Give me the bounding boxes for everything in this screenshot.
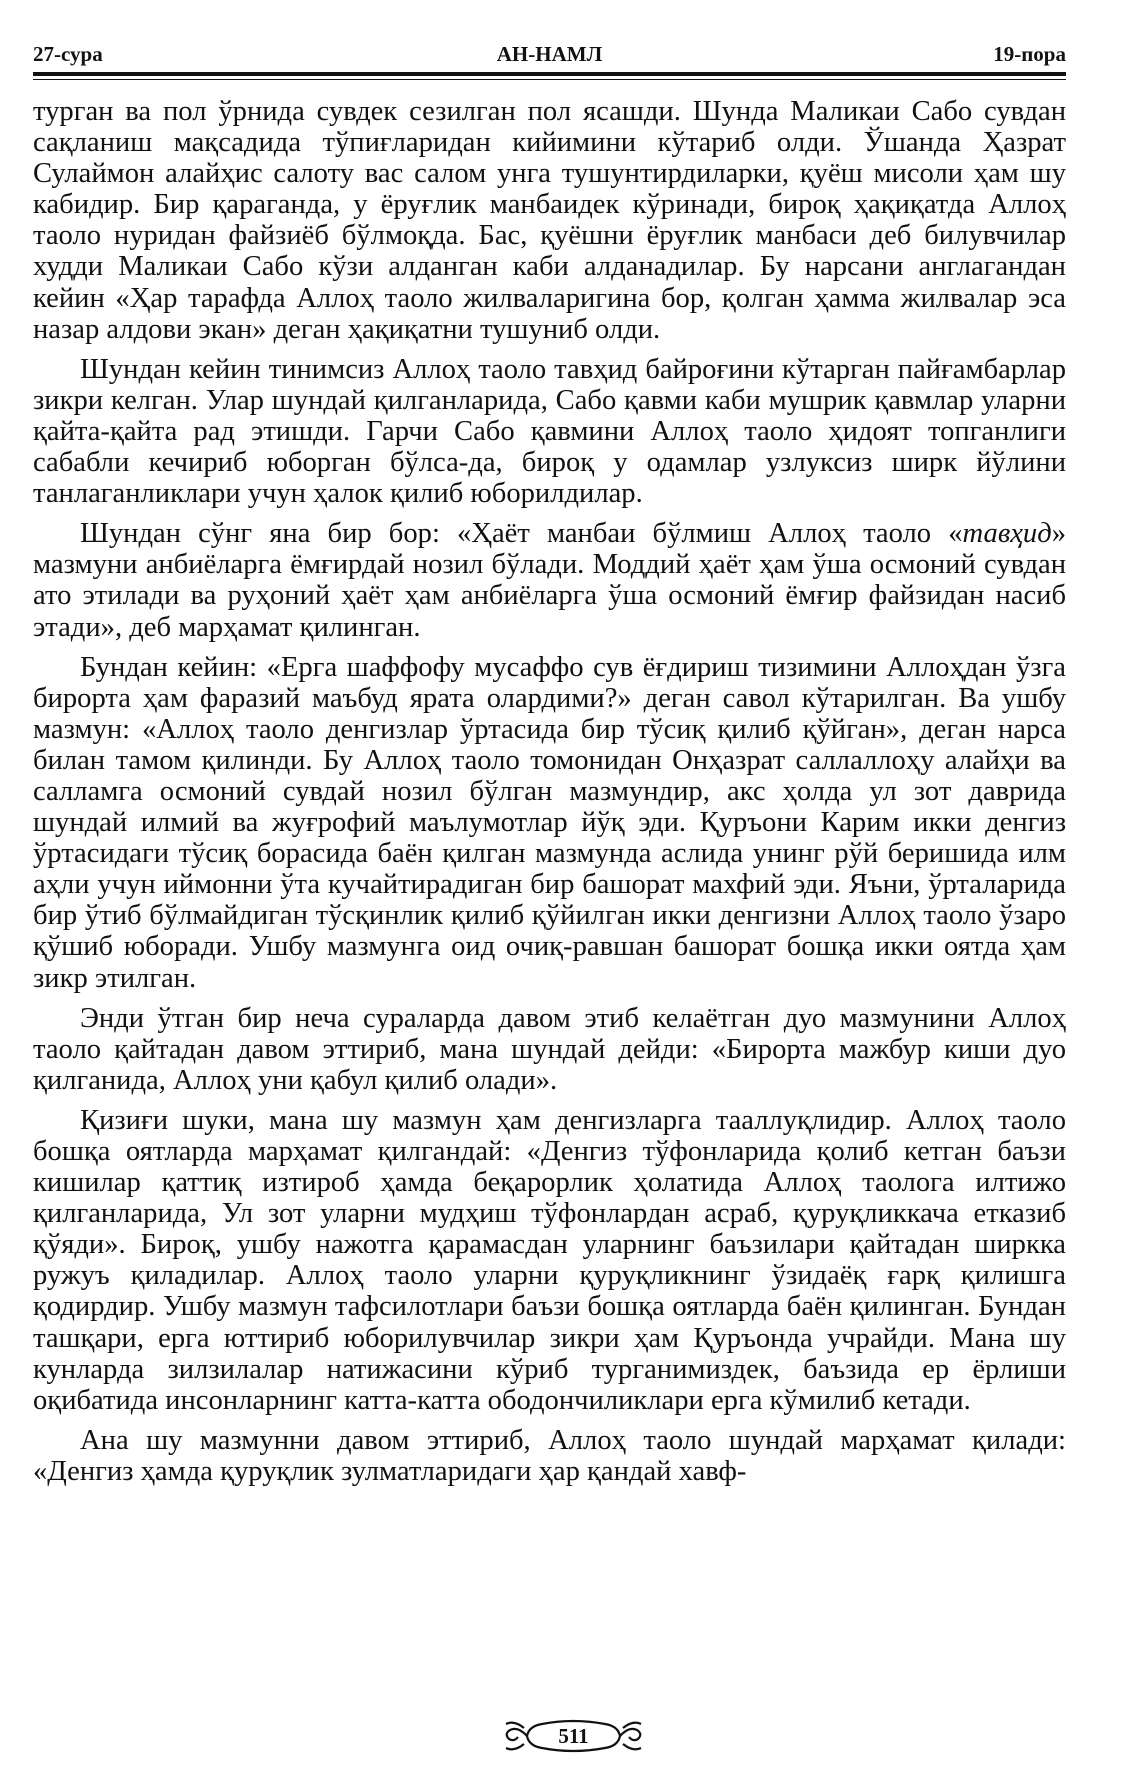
paragraph-3-part-1: Шундан сўнг яна бир бор: «Ҳаёт манбаи бўлмиш Аллоҳ таоло «	[80, 518, 963, 550]
paragraph-4: Бундан кейин: «Ерга шаффофу мусаффо сув ёғдириш тизимини Аллоҳдан ўзга бирорта ҳам фаразий маъбуд ярата олардими?» деган савол кўтарилган. Ва ушбу мазмун: «Аллоҳ таоло денгизлар ўртасида бир тўсиқ қилиб қўйган», деган нарса билан тамом қилинди. Бу Аллоҳ таоло томонидан Онҳазрат саллаллоҳу алайҳи ва салламга осмоний сувдай нозил бўлган мазмундир, акс ҳолда ул зот даврида шундай илмий ва жуғрофий маълумотлар йўқ эди. Қуръони Карим икки денгиз ўртасидаги тўсиқ борасида баён қилган мазмунда аслида унинг рўй беришида илм аҳли учун иймонни ўта кучайтирадиган бир башорат махфий эди. Яъни, ўрталарида бир ўтиб бўлмайдиган тўсқинлик қилиб қўйилган икки денгизни Аллоҳ таоло ўзаро қўшиб юборади. Ушбу мазмунга оид очиқ-равшан башорат бошқа икки оятда ҳам зикр этилган.	[33, 651, 1066, 994]
page-number: 511	[558, 1724, 589, 1748]
paragraph-3-part-2: » мазмуни анбиёларга ёмғирдай нозил бўлади. Моддий ҳаёт ҳам ўша осмоний сувдан ато этилади ва руҳоний ҳаёт ҳам анбиёларга ўша осмоний ёмғир файзидан насиб этади», деб марҳамат қилинган.	[33, 518, 1066, 643]
header-rule-thin	[33, 79, 1066, 80]
running-header	[33, 42, 1066, 72]
paragraph-5: Энди ўтган бир неча сураларда давом этиб келаётган дуо мазмунини Аллоҳ таоло қайтадан давом эттириб, мана шундай дейди: «Бирорта мажбур киши дуо қилганида, Аллоҳ уни қабул қилиб олади».	[33, 1002, 1066, 1096]
paragraph-2: Шундан кейин тинимсиз Аллоҳ таоло тавҳид байроғини кўтарган пайғамбарлар зикри келган. Улар шундай қилганларида, Сабо қавми каби мушрик қавмлар уларни қайта-қайта рад этишди. Гарчи Сабо қавмини Аллоҳ таоло ҳидоят топганлиги сабабли кечириб юборган бўлса-да, бироқ у одамлар узлуксиз ширк йўлини танлаганликлари учун ҳалок қилиб юборилдилар.	[33, 353, 1066, 510]
page-number-ornament	[500, 1716, 647, 1756]
paragraph-1: турган ва пол ўрнида сувдек сезилган пол ясашди. Шунда Маликаи Сабо сувдан сақланиш мақсадида тўпиғларидан кийимини кўтариб олди. Ўшанда Ҳазрат Сулаймон алайҳис салоту вас салом унга тушунтирдиларки, қуёш мисоли ҳам шу кабидир. Бир қараганда, у ёруғлик манбаидек кўринади, бироқ ҳақиқатда Аллоҳ таоло нуридан файзиёб бўлмоқда. Бас, қуёшни ёруғлик манбаси деб билувчилар худди Маликаи Сабо кўзи алданган каби алданадилар. Бу нарсани англагандан кейин «Ҳар тарафда Аллоҳ таоло жилваларигина бор, қолган ҳамма жилвалар эса назар алдови экан» деган ҳақиқатни тушуниб олди.	[33, 96, 1066, 345]
body-text	[33, 96, 1066, 1496]
paragraph-7: Ана шу мазмунни давом эттириб, Аллоҳ таоло шундай марҳамат қилади: «Денгиз ҳамда қуруқлик зулматларидаги ҳар қандай хавф-	[33, 1424, 1066, 1487]
italic-term: тавҳид	[962, 518, 1052, 550]
paragraph-3	[33, 518, 1066, 642]
paragraph-6: Қизиғи шуки, мана шу мазмун ҳам денгизларга тааллуқлидир. Аллоҳ таоло бошқа оятларда марҳамат қилгандай: «Денгиз тўфонларида қолиб кетган баъзи кишилар қаттиқ изтироб ҳамда беқарорлик ҳолатида Аллоҳ таолога илтижо қилганларида, Ул зот уларни мудҳиш тўфонлардан асраб, қуруқликкача етказиб қўяди». Бироқ, ушбу нажотга қарамасдан уларнинг баъзилари қайтадан ширкка ружуъ қиладилар. Аллоҳ таоло уларни қуруқликнинг ўзидаёқ ғарқ қилишга қодирдир. Ушбу мазмун тафсилотлари баъзи бошқа оятларда баён қилинган. Бундан ташқари, ерга юттириб юборилувчилар зикри ҳам Қуръонда учрайди. Мана шу кунларда зилзилалар натижасини кўриб турганимиздек, баъзида ер ёрлиши оқибатида инсонларнинг катта-катта ободончиликлари ерга кўмилиб кетади.	[33, 1104, 1066, 1416]
surah-title: АН-НАМЛ	[496, 42, 603, 66]
juz-number: 19-пора	[993, 42, 1066, 66]
header-rule-thick	[33, 72, 1066, 76]
surah-number: 27-сура	[33, 42, 103, 66]
